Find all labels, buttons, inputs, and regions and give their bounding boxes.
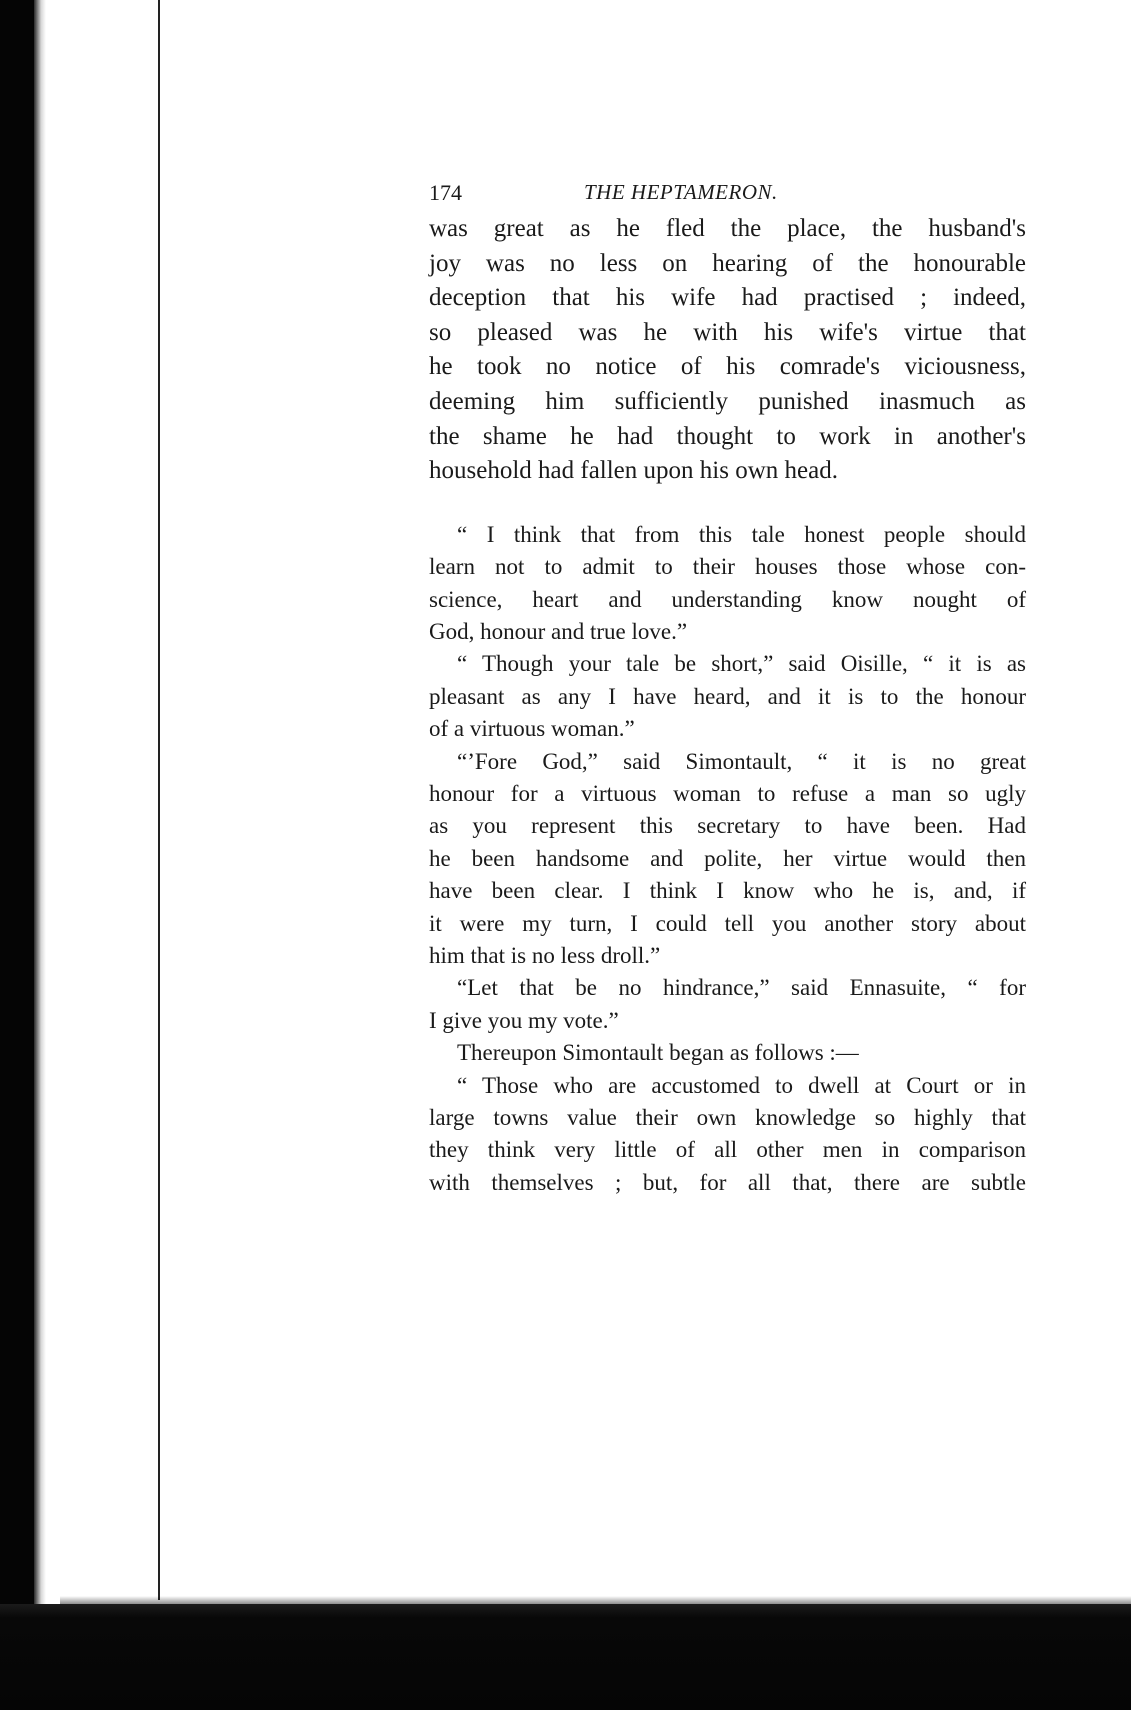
text-line: pleasant as any I have heard, and it is to the honour bbox=[429, 683, 1026, 709]
text-line: “’Fore God,” said Simontault, “ it is no great bbox=[457, 748, 1026, 774]
paragraph bbox=[429, 648, 1026, 745]
text-line: they think very little of all other men in comparison bbox=[429, 1137, 1026, 1163]
scan-bottom-shadow bbox=[0, 1604, 1131, 1710]
text-line: “ Though your tale be short,” said Oisille, “ it is as bbox=[457, 651, 1026, 677]
text-line: as you represent this secretary to have been. Had bbox=[429, 813, 1026, 839]
text-line: of a virtuous woman.” bbox=[429, 716, 635, 742]
paragraph bbox=[429, 519, 1026, 649]
text-line: household had fallen upon his own head. bbox=[429, 457, 838, 485]
text-line: Thereupon Simontault began as follows :— bbox=[457, 1040, 859, 1066]
paragraph bbox=[429, 746, 1026, 973]
text-line: I give you my vote.” bbox=[429, 1007, 619, 1033]
text-line: the shame he had thought to work in another's bbox=[429, 422, 1026, 450]
text-line: him that is no less droll.” bbox=[429, 943, 661, 969]
text-line: he been handsome and polite, her virtue would then bbox=[429, 845, 1026, 871]
text-line: “Let that be no hindrance,” said Ennasuite, “ for bbox=[457, 975, 1026, 1001]
running-head bbox=[429, 176, 1026, 212]
paragraph bbox=[429, 1070, 1026, 1200]
text-line: “ Those who are accustomed to dwell at Court or in bbox=[457, 1072, 1026, 1098]
text-line: have been clear. I think I know who he is, and, if bbox=[429, 878, 1026, 904]
page-gutter-line bbox=[158, 0, 160, 1600]
text-line: joy was no less on hearing of the honourable bbox=[429, 249, 1026, 277]
page-number: 174 bbox=[429, 180, 462, 205]
running-title: THE HEPTAMERON. bbox=[584, 180, 778, 204]
text-line: he took no notice of his comrade's viciousness, bbox=[429, 353, 1026, 381]
book-page bbox=[429, 176, 1026, 1199]
text-line: learn not to admit to their houses those whose con- bbox=[429, 554, 1026, 580]
text-line: large towns value their own knowledge so highly that bbox=[429, 1105, 1026, 1131]
text-line: deception that his wife had practised ; indeed, bbox=[429, 284, 1026, 312]
scan-binding-edge bbox=[34, 0, 46, 1710]
text-line: science, heart and understanding know nought of bbox=[429, 586, 1026, 612]
text-line: God, honour and true love.” bbox=[429, 618, 688, 644]
text-line: with themselves ; but, for all that, there are subtle bbox=[429, 1169, 1026, 1195]
text-line: was great as he fled the place, the husband's bbox=[429, 215, 1026, 242]
text-line: so pleased was he with his wife's virtue that bbox=[429, 318, 1026, 346]
text-line: “ I think that from this tale honest people should bbox=[457, 521, 1026, 547]
text-line: honour for a virtuous woman to refuse a man so ugly bbox=[429, 781, 1026, 806]
scan-binding-shadow bbox=[0, 0, 34, 1710]
narrative-paragraph bbox=[429, 212, 1026, 489]
paragraph bbox=[429, 972, 1026, 1037]
text-line: it were my turn, I could tell you another story about bbox=[429, 910, 1026, 936]
text-line: deeming him sufficiently punished inasmuch as bbox=[429, 387, 1026, 415]
dialogue-section bbox=[429, 519, 1026, 1200]
paragraph bbox=[429, 1037, 1026, 1069]
